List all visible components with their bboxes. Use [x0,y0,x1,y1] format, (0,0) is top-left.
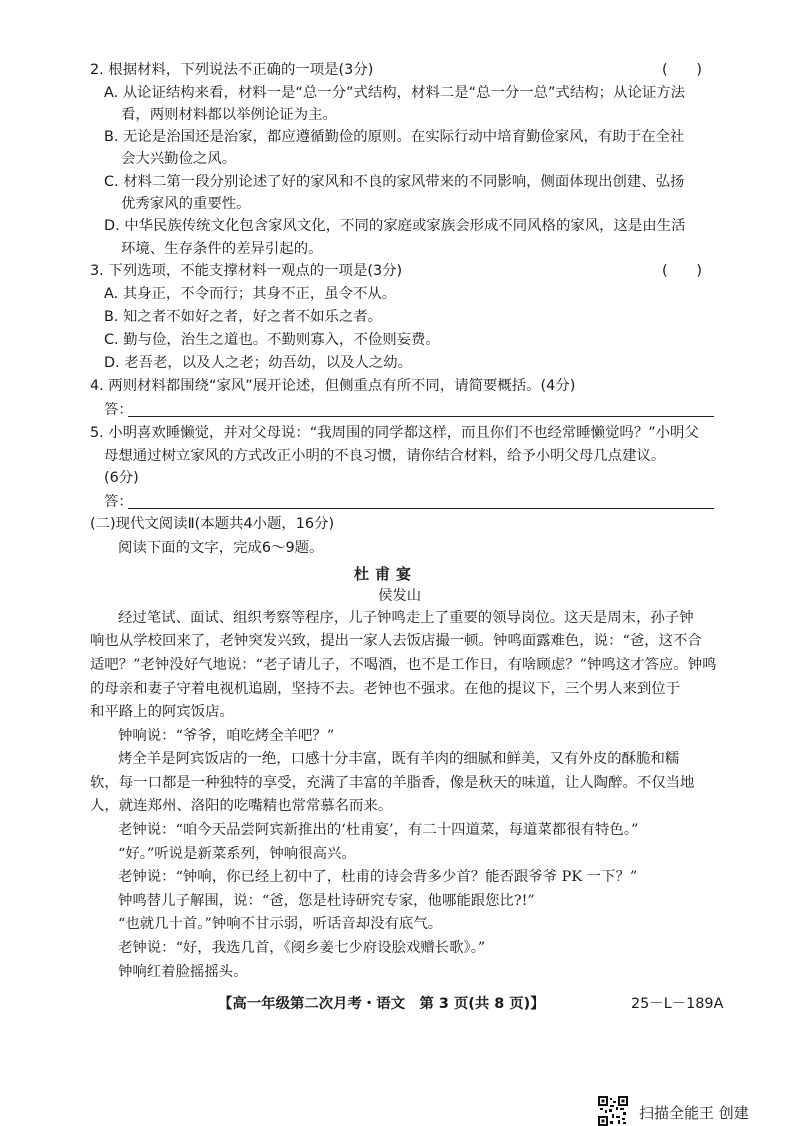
q4-answer-line[interactable] [128,416,714,417]
q2-option-d-line1: D. 中华民族传统文化包含家风文化，不同的家庭或家族会形成不同风格的家风，这是由生活 [104,218,686,234]
q2-option-a-line1: A. 从论证结构来看，材料一是“总一分”式结构，材料二是“总一分一总”式结构；从论证方法 [104,85,686,101]
story-p9: 老钟说：“好，我选几首，《阌乡姜七少府设脍戏赠长歌》。” [118,940,486,956]
story-p5: “好。”听说是新菜系列，钟响很高兴。 [118,846,356,862]
story-p1-line5: 和平路上的阿宾饭店。 [90,704,234,720]
page-footer-title: 【高一年级第二次月考・语文 第 3 页(共 8 页)】 [218,996,545,1012]
q2-option-a-line2: 看，两则材料都以举例论证为主。 [121,107,337,123]
q3-option-b: B. 知之者不如好之者，好之者不如乐之者。 [104,309,383,325]
q2-option-b-line1: B. 无论是治国还是治家，都应遵循勤俭的原则。在实际行动中培育勤俭家风，有助于在全社 [104,129,685,145]
story-p1-line2: 响也从学校回来了，老钟突发兴致，提出一家人去饭店撮一顿。钟鸣面露难色，说：“爸，这不合 [90,633,702,649]
story-p1-line4: 的母亲和妻子守着电视机追剧，坚持不去。老钟也不强求。在他的提议下，三个男人来到位于 [90,681,681,697]
q2-option-d-line2: 环境、生存条件的差异引起的。 [121,241,323,257]
story-p3-line2: 软，每一口都是一种独特的享受，充满了丰富的羊脂香，像是秋天的味道，让人陶醉。不仅当地 [90,775,695,791]
story-p4: 老钟说：“咱今天品尝阿宾新推出的‘杜甫宴’，有二十四道菜，每道菜都很有特色。” [118,822,639,838]
q5-stem-line1: 5. 小明喜欢睡懒觉，并对父母说：“我周围的同学都这样，而且你们不也经常睡懒觉吗？”小明父 [90,425,699,441]
q2-answer-bracket: ( ) [662,62,703,78]
q3-stem: 3. 下列选项，不能支撑材料一观点的一项是(3分) [90,263,403,279]
q5-answer-line[interactable] [128,508,714,509]
q2-stem: 2. 根据材料，下列说法不正确的一项是(3分) [90,62,374,78]
story-p6: 老钟说：“钟响，你已经上初中了，杜甫的诗会背多少首？能否跟爷爷 PK 一下？” [118,869,638,885]
q5-stem-line3: (6分) [104,470,139,486]
q2-option-c-line2: 优秀家风的重要性。 [121,196,251,212]
section-instruction: 阅读下面的文字，完成6～9题。 [118,540,324,556]
watermark-text: 扫描全能王 创建 [639,1104,749,1122]
q3-option-d: D. 老吾老，以及人之老；幼吾幼，以及人之幼。 [104,355,413,371]
q2-option-c-line1: C. 材料二第一段分别论述了好的家风和不良的家风带来的不同影响，侧面体现出创建、弘扬 [104,174,685,190]
story-p1-line1: 经过笔试、面试、组织考察等程序，儿子钟鸣走上了重要的领导岗位。这天是周末，孙子钟 [118,610,694,626]
section-heading: (二)现代文阅读Ⅱ(本题共4小题，16分) [90,516,335,532]
story-title: 杜甫宴 [354,565,418,583]
story-p2: 钟响说：“爷爷，咱吃烤全羊吧？” [118,728,335,744]
q3-option-a: A. 其身正，不令而行；其身不正，虽令不从。 [104,286,397,302]
q2-option-b-line2: 会大兴勤俭之风。 [121,151,237,167]
story-author: 侯发山 [378,588,422,604]
story-p8: “也就几十首。”钟响不甘示弱，听话音却没有底气。 [118,916,443,932]
q4-stem: 4. 两则材料都围绕“家风”展开论述，但侧重点有所不同，请简要概括。(4分) [90,378,576,394]
story-p10: 钟响红着脸摇摇头。 [118,964,248,980]
qr-code-icon [598,1096,628,1126]
page-footer-code: 25－L－189A [631,996,724,1012]
q3-option-c: C. 勤与俭，治生之道也。不勤则寡入，不俭则妄费。 [104,332,440,348]
q5-stem-line2: 母想通过树立家风的方式改正小明的不良习惯，请你结合材料，给予小明父母几点建议。 [104,448,666,464]
q5-answer-label: 答： [104,494,133,510]
story-p3-line1: 烤全羊是阿宾饭店的一绝，口感十分丰富，既有羊肉的细腻和鲜美，又有外皮的酥脆和糯 [118,751,680,767]
story-p1-line3: 适吧？”老钟没好气地说：“老子请儿子，不喝酒，也不是工作日，有啥顾虑？”钟鸣这才答应。钟鸣 [90,657,717,673]
q4-answer-label: 答： [104,402,133,418]
story-p7: 钟鸣替儿子解围，说：“爸，您是杜诗研究专家，他哪能跟您比?!” [118,893,535,909]
q3-answer-bracket: ( ) [662,263,703,279]
story-p3-line3: 人，就连郑州、洛阳的吃嘴精也常常慕名而来。 [90,798,393,814]
